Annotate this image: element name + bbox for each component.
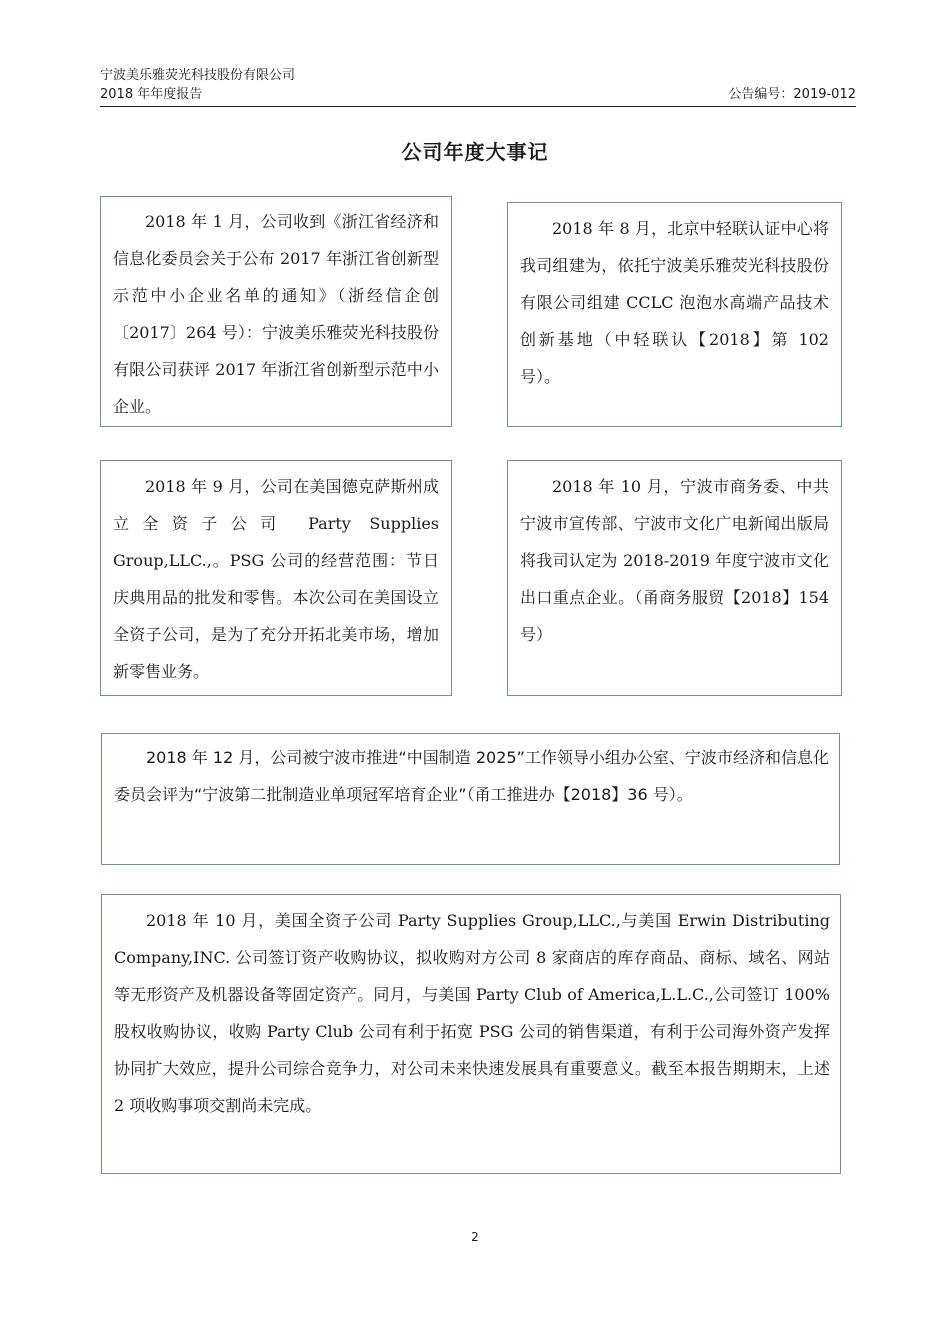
event-box-dec — [101, 733, 840, 865]
page-title: 公司年度大事记 — [401, 140, 549, 164]
event-text: 2018 年 10 月，宁波市商务委、中共宁波市宣传部、宁波市文化广电新闻出版局将我司认定为 2018-2019 年度宁波市文化出口重点企业。（甬商务服贸【2018】154 号） — [520, 477, 829, 644]
page-header — [100, 66, 856, 104]
event-text: 2018 年 12 月，公司被宁波市推进“中国制造 2025”工作领导小组办公室、宁波市经济和信息化委员会评为“宁波第二批制造业单项冠军培育企业”（甬工推进办【2018】36 号）。 — [114, 748, 829, 804]
event-text: 2018 年 9 月，公司在美国德克萨斯州成立全资子公司 Party Supplies Group,LLC.,。PSG 公司的经营范围：节日庆典用品的批发和零售。本次公司在美国设立全资子公司，是为了充分开拓北美市场，增加新零售业务。 — [113, 477, 439, 681]
event-text: 2018 年 10 月，美国全资子公司 Party Supplies Group,LLC.,与美国 Erwin Distributing Company,INC. 公司签订资产收购协议，拟收购对方公司 8 家商店的库存商品、商标、域名、网站等无形资产及机器设备等固定资产。同月，与美国 Party Club of America,L.L.C.,公司签订 100%股权收购协议，收购 Party Club 公司有利于拓宽 PSG 公司的销售渠道，有利于公司海外资产发挥协同扩大效应，提升公司综合竞争力，对公司未来快速发展具有重要意义。截至本报告期期末，上述 2 项收购事项交割尚未完成。 — [114, 911, 830, 1115]
event-text: 2018 年 8 月，北京中轻联认证中心将我司组建为，依托宁波美乐雅荧光科技股份有限公司组建 CCLC 泡泡水高端产品技术创新基地（中轻联认【2018】第 102 号）。 — [520, 219, 829, 386]
event-text: 2018 年 1 月，公司收到《浙江省经济和信息化委员会关于公布 2017 年浙江省创新型示范中小企业名单的通知》（浙经信企创〔2017〕264 号）：宁波美乐雅荧光科技股份有限公司获评 2017 年浙江省创新型示范中小企业。 — [113, 212, 439, 416]
company-name: 宁波美乐雅荧光科技股份有限公司 — [100, 68, 296, 83]
event-box-jan — [100, 196, 452, 427]
announcement-number: 公告编号：2019-012 — [728, 87, 856, 102]
page-number: 2 — [471, 1230, 479, 1244]
event-box-acquisition — [101, 894, 841, 1174]
header-row — [100, 85, 856, 104]
report-title: 2018 年年度报告 — [100, 87, 203, 102]
event-box-aug — [507, 202, 842, 427]
header-divider — [100, 106, 856, 107]
event-box-sep — [100, 460, 452, 696]
event-box-oct — [507, 460, 842, 696]
